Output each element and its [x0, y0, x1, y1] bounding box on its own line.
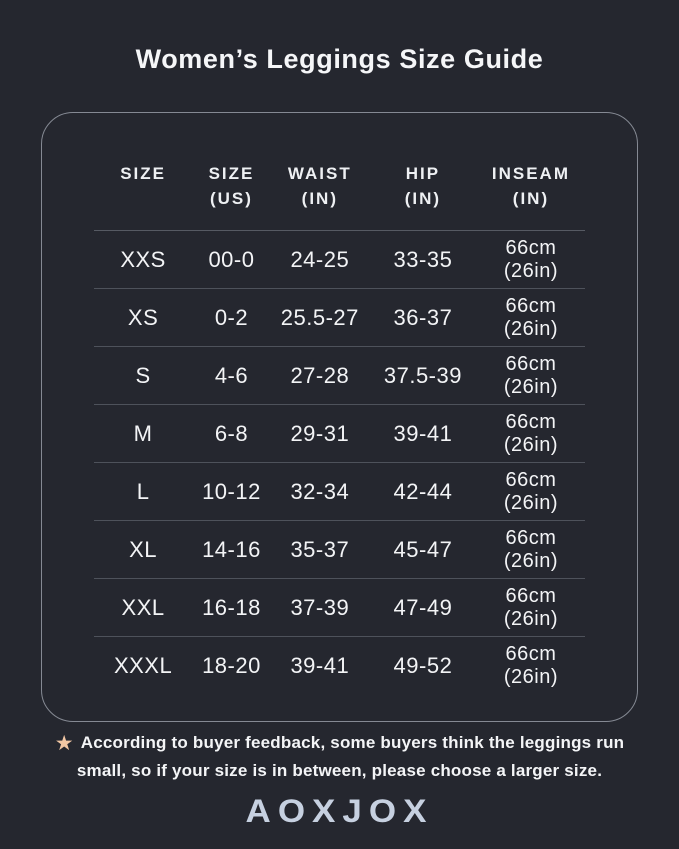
column-header-size-us: SIZE (US) [208, 164, 255, 208]
table-row-xl [94, 521, 585, 579]
waist-cell: 29-31 [290, 420, 350, 446]
size-cell: L [136, 478, 150, 504]
inseam-cell: 66cm (26in) [503, 526, 559, 572]
hip-cell: 37.5-39 [383, 362, 462, 388]
size-us-cell: 6-8 [214, 420, 249, 446]
column-header-size: SIZE [120, 164, 166, 183]
size-us-cell: 16-18 [202, 594, 261, 620]
waist-cell: 25.5-27 [280, 304, 359, 330]
hip-cell: 42-44 [393, 478, 453, 504]
hip-cell: 36-37 [393, 304, 453, 330]
size-us-cell: 00-0 [208, 246, 255, 272]
size-us-cell: 18-20 [202, 653, 261, 678]
size-cell: XXL [121, 594, 165, 620]
column-header-hip: HIP (IN) [404, 164, 442, 208]
note-text: According to buyer feedback, some buyers think the leggings run small, so if your size is in between, please choose a larger size. [76, 733, 625, 780]
inseam-cell: 66cm (26in) [503, 468, 559, 514]
hip-cell: 39-41 [393, 420, 453, 446]
column-header-inseam: INSEAM (IN) [491, 164, 570, 208]
inseam-cell: 66cm (26in) [503, 410, 559, 456]
inseam-cell: 66cm (26in) [503, 236, 559, 282]
size-table [94, 159, 585, 695]
hip-cell: 33-35 [393, 246, 453, 272]
size-table-panel [41, 112, 638, 722]
size-us-cell: 4-6 [214, 362, 249, 388]
table-row-xxs [94, 231, 585, 289]
inseam-cell: 66cm (26in) [503, 294, 559, 340]
waist-cell: 27-28 [290, 362, 350, 388]
buyer-feedback-note [34, 729, 645, 785]
size-cell: S [135, 362, 151, 388]
page-title: Women’s Leggings Size Guide [135, 44, 544, 74]
size-us-cell: 0-2 [214, 304, 249, 330]
table-row-xs [94, 289, 585, 347]
size-cell: XXXL [113, 653, 173, 678]
table-row-s [94, 347, 585, 405]
table-row-xxxl [94, 637, 585, 695]
table-header-row [94, 159, 585, 231]
size-cell: M [133, 420, 153, 446]
size-cell: XS [127, 304, 159, 330]
hip-cell: 49-52 [393, 653, 453, 678]
waist-cell: 37-39 [290, 594, 350, 620]
column-header-waist: WAIST (IN) [287, 164, 352, 208]
waist-cell: 24-25 [290, 246, 350, 272]
hip-cell: 47-49 [393, 594, 453, 620]
waist-cell: 32-34 [290, 478, 350, 504]
size-cell: XL [129, 536, 158, 562]
inseam-cell: 66cm (26in) [503, 584, 559, 630]
size-cell: XXS [120, 246, 166, 272]
size-us-cell: 10-12 [202, 478, 261, 504]
waist-cell: 39-41 [290, 653, 350, 678]
inseam-cell: 66cm (26in) [503, 352, 559, 398]
brand-logo: AOXJOX [245, 793, 434, 830]
table-row-m [94, 405, 585, 463]
waist-cell: 35-37 [290, 536, 350, 562]
table-row-l [94, 463, 585, 521]
size-us-cell: 14-16 [202, 536, 261, 562]
hip-cell: 45-47 [393, 536, 453, 562]
table-row-xxl [94, 579, 585, 637]
star-icon: ★ [54, 731, 74, 755]
inseam-cell: 66cm (26in) [503, 643, 559, 688]
